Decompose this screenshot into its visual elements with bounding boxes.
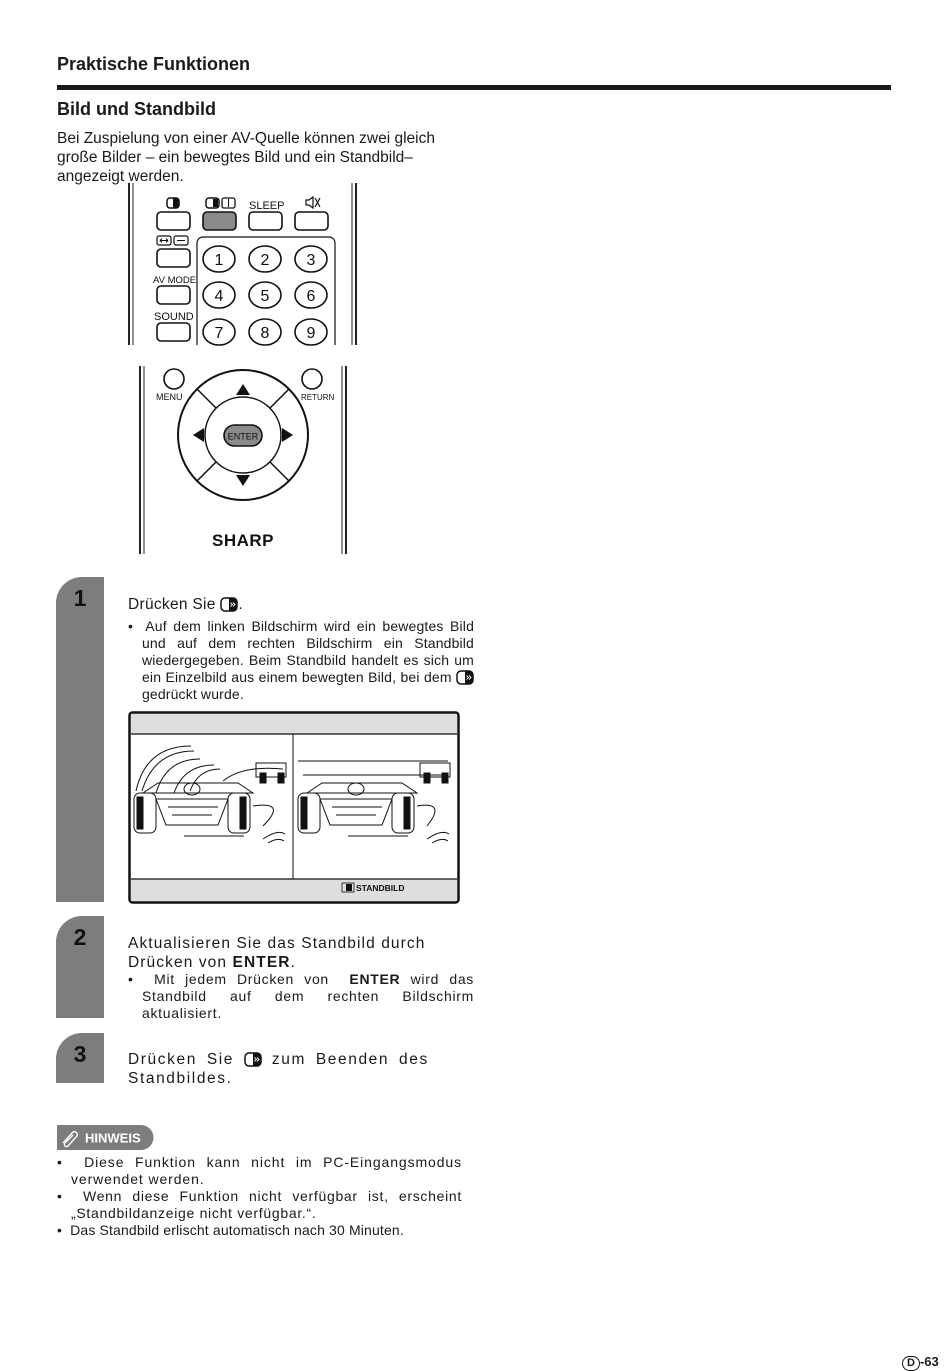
- digit-4: 4: [214, 288, 224, 305]
- split-button[interactable]: [157, 212, 190, 230]
- section-title: Praktische Funktionen: [57, 54, 251, 74]
- step-2-enter-key: ENTER: [232, 954, 291, 971]
- note-item: • Das Standbild erlischt automatisch nach 30 Minuten.: [57, 1222, 404, 1238]
- mute-button[interactable]: [295, 212, 328, 230]
- av-mode-label: AV MODE: [153, 275, 197, 286]
- step-1-bullet-text: Auf dem linken Bildschirm wird ein bewegtes Bild und auf dem rechten Bildschirm ein Standbild wiedergegeben. Beim Standbild handelt es sich um ein Einzelbild aus einem bewegten Bild, bei dem: [142, 618, 475, 685]
- digit-7: 7: [214, 325, 224, 342]
- freeze-button[interactable]: [203, 212, 236, 230]
- freeze-key-icon: [244, 1052, 262, 1067]
- enter-label: ENTER: [227, 431, 259, 442]
- digit-5: 5: [260, 288, 270, 305]
- sleep-label: SLEEP: [249, 200, 285, 212]
- step-2-bullet-enter-key: ENTER: [349, 971, 401, 987]
- step-1-instruction: [128, 595, 463, 614]
- step-1-number: 1: [73, 585, 87, 611]
- digit-3: 3: [306, 252, 316, 269]
- digit-6: 6: [306, 288, 316, 305]
- wide-mode-button[interactable]: [157, 249, 190, 267]
- step-1-bullet-text-end: gedrückt wurde.: [142, 686, 244, 702]
- digit-2: 2: [260, 252, 270, 269]
- region-badge: D: [902, 1356, 920, 1371]
- page-number: D -63: [902, 1354, 939, 1371]
- step-2-bullet-text: Mit jedem Drücken von: [154, 971, 329, 987]
- av-mode-button[interactable]: [157, 286, 190, 304]
- step-3-text: Drücken Sie: [128, 1051, 235, 1068]
- header-rule: [57, 85, 891, 90]
- step-3-instruction: [128, 1050, 463, 1088]
- note-item: • Diese Funktion kann nicht im PC-Eingangsmodus verwendet werden.: [57, 1154, 462, 1187]
- menu-label: MENU: [156, 392, 183, 402]
- notes-list: [57, 1154, 462, 1239]
- note-item: • Wenn diese Funktion nicht verfügbar ist, erscheint „Standbildanzeige nicht verfügbar.“.: [57, 1188, 462, 1221]
- step-1-text-end: .: [238, 596, 243, 613]
- step-1-marker: [56, 577, 104, 902]
- step-2-text-end: .: [290, 954, 297, 971]
- sharp-logo: SHARP: [211, 531, 275, 550]
- standbild-label: STANDBILD: [356, 883, 405, 893]
- step-2-text: Aktualisieren Sie das Standbild durch Drücken von: [128, 935, 426, 971]
- menu-button[interactable]: [164, 369, 184, 389]
- sound-button[interactable]: [157, 323, 190, 341]
- step-1-bullet: • Auf dem linken Bildschirm wird ein bewegtes Bild und auf dem rechten Bildschirm ein Standbild wiedergegeben. Beim Standbild handelt es sich um ein Einzelbild aus einem bewegten Bild, bei dem gedrückt wurde.: [128, 618, 475, 702]
- sound-label: SOUND: [154, 311, 194, 323]
- digit-1: 1: [214, 252, 224, 269]
- sleep-button[interactable]: [249, 212, 282, 230]
- return-button[interactable]: [302, 369, 322, 389]
- step-3-marker: [56, 1033, 104, 1083]
- hinweis-label: HINWEIS: [85, 1130, 141, 1146]
- remote-top-illustration: [125, 183, 360, 348]
- freeze-icon: [206, 198, 235, 208]
- wide-mode-icon: [157, 236, 188, 245]
- split-screen-illustration: [128, 711, 460, 904]
- split-icon: [167, 198, 179, 208]
- digit-9: 9: [306, 325, 316, 342]
- step-2-bullet: • Mit jedem Drücken von ENTER wird das Standbild auf dem rechten Bildschirm aktualisiert.: [128, 971, 475, 1021]
- intro-text: Bei Zuspielung von einer AV-Quelle können zwei gleich große Bilder – ein bewegtes Bild und ein Standbild– angezeigt werden.: [57, 130, 435, 185]
- step-3-text-end: zum Beenden des Standbildes.: [128, 1051, 429, 1087]
- step-2-bullet-text-end: wird das Standbild auf dem rechten Bildschirm aktualisiert.: [142, 971, 475, 1021]
- step-2-instruction: [128, 934, 463, 972]
- freeze-key-icon: [220, 597, 238, 612]
- page-number-value: 63: [924, 1354, 939, 1369]
- step-1-text: Drücken Sie: [128, 596, 216, 613]
- digit-8: 8: [260, 325, 270, 342]
- hinweis-badge: [57, 1125, 154, 1150]
- return-label: RETURN: [301, 393, 335, 402]
- step-3-number: 3: [73, 1041, 87, 1067]
- step-2-number: 2: [73, 924, 87, 950]
- mute-icon: [306, 197, 320, 208]
- remote-nav-illustration: [136, 364, 351, 556]
- page-subtitle: Bild und Standbild: [57, 99, 216, 119]
- step-2-marker: [56, 916, 104, 1018]
- freeze-key-icon: [456, 670, 474, 685]
